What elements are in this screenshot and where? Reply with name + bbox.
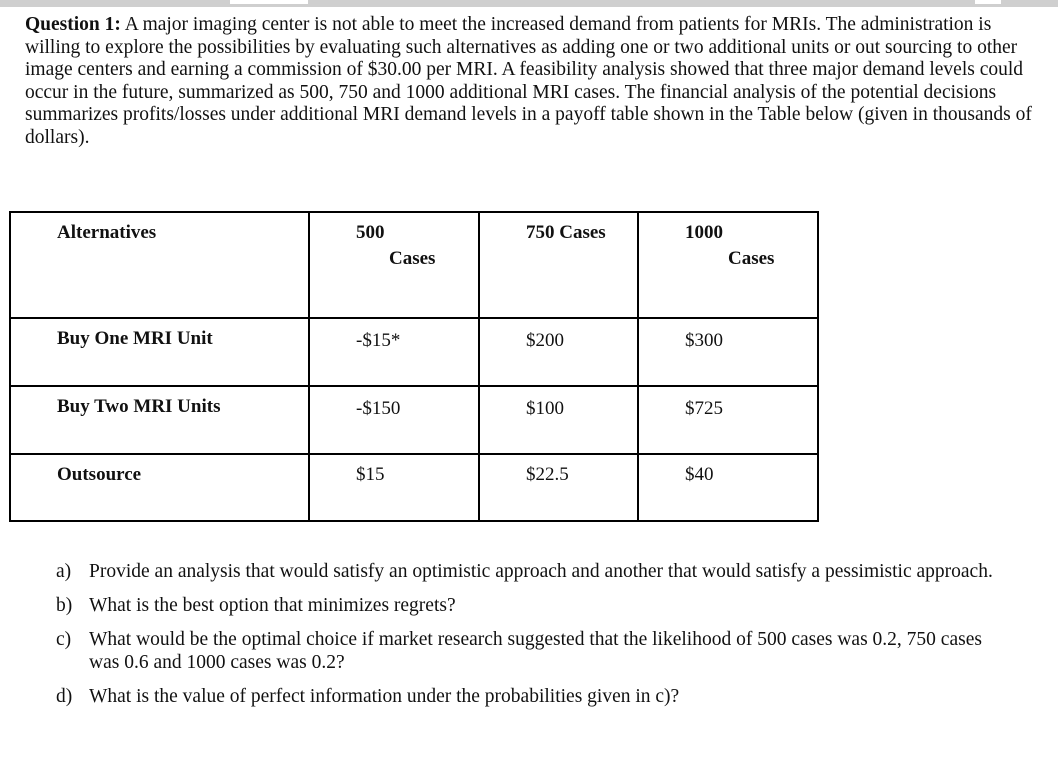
- value-cell: [309, 454, 479, 521]
- value-750: $22.5: [526, 464, 569, 485]
- subquestion-mark: b): [56, 595, 73, 616]
- header-alternatives: Alternatives: [57, 222, 157, 243]
- question-text: A major imaging center is not able to meet the increased demand from patients for MRIs. The administration is willing to explore the possibilities by evaluating such alternatives as adding one or two additional units or out sourcing to other image centers and earning a commission of $30.00 per MRI. A feasibility analysis showed that three major demand levels could occur in the future, summarized as 500, 750 and 1000 additional MRI cases. The financial analysis of the potential decisions summarizes profits/losses under additional MRI demand levels in a payoff table shown in the Table below (given in thousands of dollars).: [25, 14, 1032, 148]
- subquestion-b: [56, 594, 1006, 617]
- header-alternatives-cell: [10, 212, 309, 318]
- subquestion-a: [56, 560, 1006, 583]
- row-label: Outsource: [57, 464, 142, 485]
- subquestion-d: [56, 685, 1006, 708]
- value-cell: [479, 454, 638, 521]
- viewer-tab-indicator: [230, 0, 308, 4]
- subquestion-list: [56, 560, 1006, 719]
- row-label-cell: [10, 386, 309, 454]
- value-cell: [638, 318, 818, 386]
- row-label: Buy Two MRI Units: [57, 396, 221, 417]
- header-500-number: 500: [356, 222, 385, 243]
- header-750: 750 Cases: [526, 222, 606, 243]
- value-cell: [309, 386, 479, 454]
- value-500: $15: [356, 464, 385, 485]
- viewer-tab-indicator-right: [975, 0, 1001, 4]
- table-row: [10, 386, 818, 454]
- value-cell: [479, 318, 638, 386]
- subquestion-mark: a): [56, 561, 72, 582]
- table-row: [10, 454, 818, 521]
- value-750: $100: [526, 398, 564, 419]
- table-header-row: [10, 212, 818, 318]
- row-label-cell: [10, 318, 309, 386]
- subquestion-c: [56, 628, 1006, 674]
- header-500-cases: Cases: [389, 248, 436, 269]
- subquestion-text: Provide an analysis that would satisfy an optimistic approach and another that would satisfy a pessimistic approach.: [89, 561, 993, 582]
- payoff-table: [9, 211, 819, 522]
- value-cell: [638, 386, 818, 454]
- header-1000-cases: Cases: [728, 248, 775, 269]
- header-1000-number: 1000: [685, 222, 723, 243]
- header-1000-cell: [638, 212, 818, 318]
- value-750: $200: [526, 330, 564, 351]
- value-500: -$150: [356, 398, 401, 419]
- question-label: Question 1:: [25, 14, 121, 35]
- subquestion-mark: d): [56, 686, 73, 707]
- row-label: Buy One MRI Unit: [57, 328, 213, 349]
- value-1000: $300: [685, 330, 723, 351]
- subquestion-text: What would be the optimal choice if market research suggested that the likelihood of 500 cases was 0.2, 750 cases was 0.6 and 1000 cases was 0.2?: [89, 629, 982, 673]
- value-1000: $725: [685, 398, 723, 419]
- value-1000: $40: [685, 464, 714, 485]
- viewer-top-bar: [0, 0, 1058, 7]
- table-row: [10, 318, 818, 386]
- value-cell: [479, 386, 638, 454]
- subquestion-text: What is the value of perfect information under the probabilities given in c)?: [89, 686, 680, 707]
- subquestion-mark: c): [56, 629, 72, 650]
- value-cell: [638, 454, 818, 521]
- value-500: -$15*: [356, 330, 401, 351]
- header-500-cell: [309, 212, 479, 318]
- row-label-cell: [10, 454, 309, 521]
- header-750-cell: [479, 212, 638, 318]
- value-cell: [309, 318, 479, 386]
- subquestion-text: What is the best option that minimizes regrets?: [89, 595, 456, 616]
- question-paragraph: [25, 14, 1035, 150]
